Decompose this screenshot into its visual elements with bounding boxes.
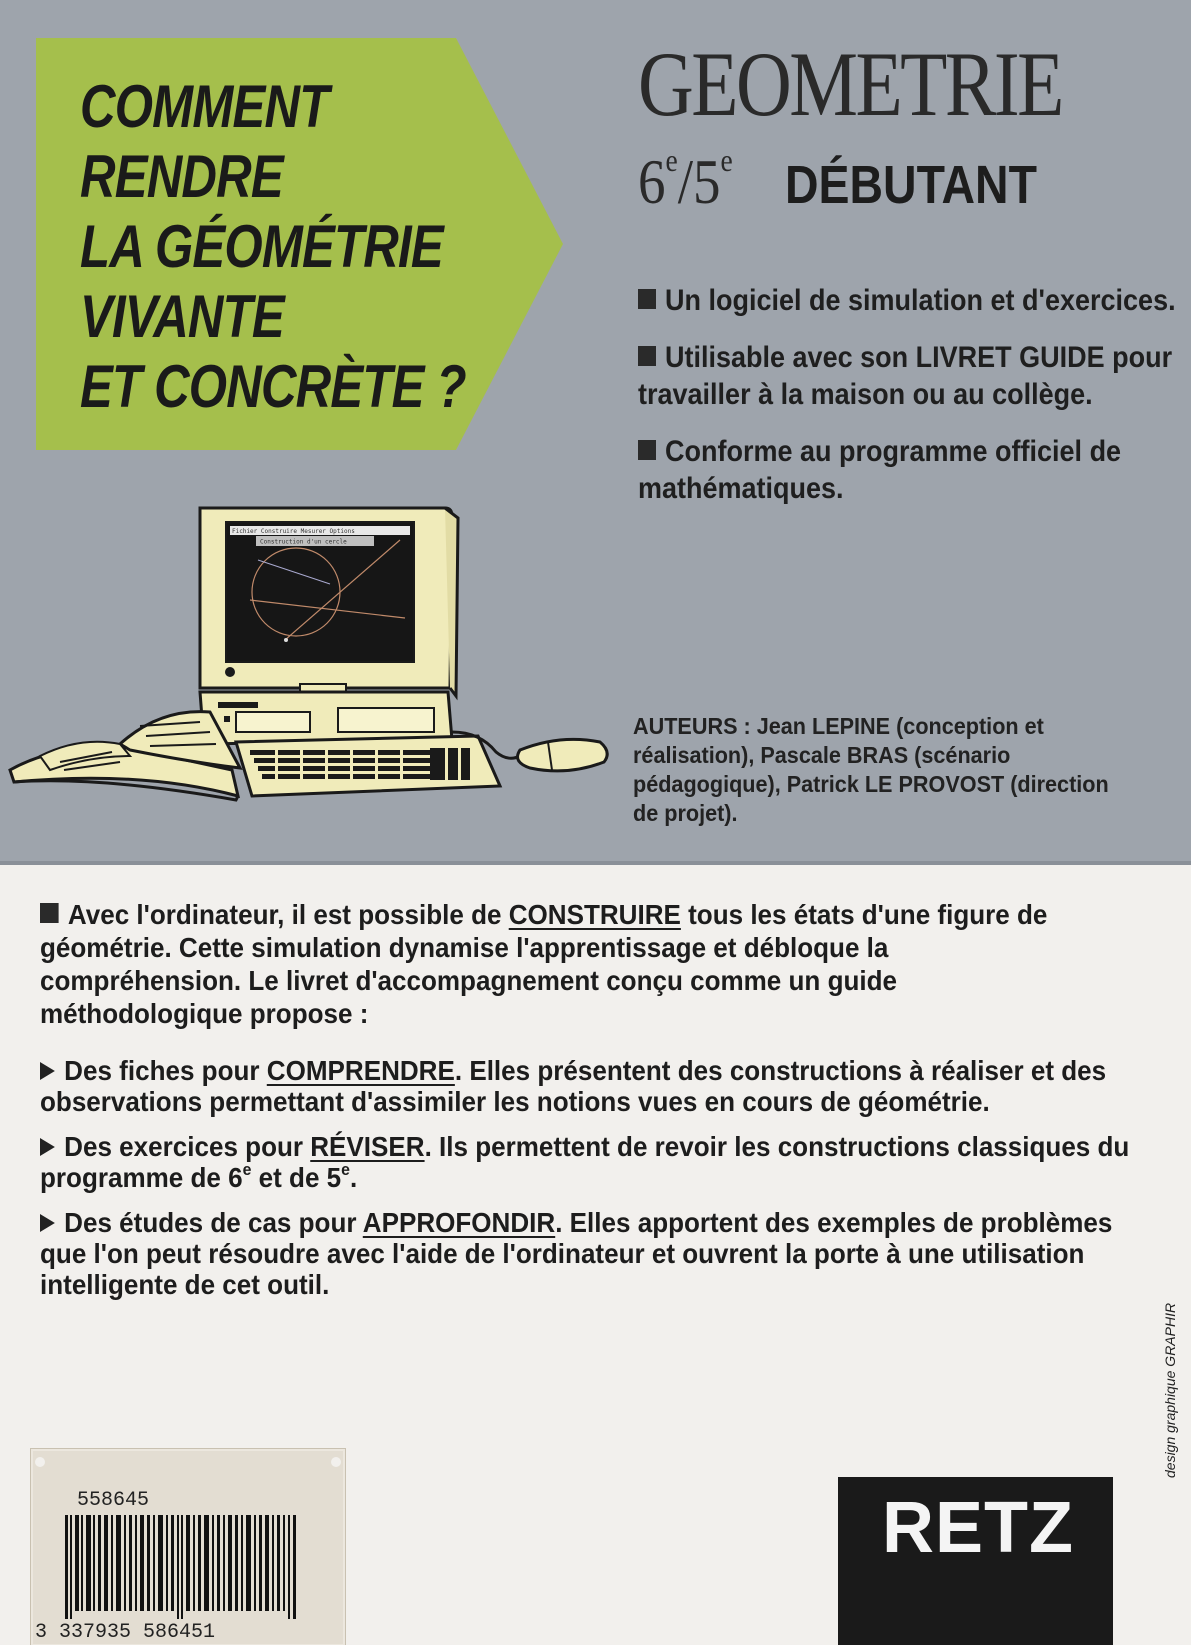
triangle-bullet-icon: [40, 1138, 55, 1156]
grade-slash: /: [677, 146, 694, 217]
stock-number: 558645: [77, 1489, 150, 1512]
item-sup: e: [341, 1160, 350, 1179]
feature-text: Utilisable avec son LIVRET GUIDE pour travailler à la maison ou au collège.: [638, 341, 1173, 411]
item-pre: Des exercices pour: [64, 1131, 311, 1162]
barcode-sticker: [30, 1448, 346, 1645]
publisher-name: RETZ: [882, 1488, 1074, 1568]
feature-item: [638, 433, 1178, 507]
keyword-construire: CONSTRUIRE: [508, 899, 681, 930]
design-credit: design graphique GRAPHIR: [1162, 1302, 1178, 1478]
authors-credit: AUTEURS : Jean LEPINE (conception et réalisation), Pascale BRAS (scénario pédagogique), Patrick LE PROVOST (direction de projet).: [633, 713, 1109, 826]
item-post: . Elles apportent des exemples de problèmes que l'on peut résoudre avec l'aide de l'ordinateur et ouvrent la porte à une utilisation intelligente de cet outil.: [40, 1207, 1113, 1300]
headline: [80, 72, 466, 422]
keyword-comprendre: COMPRENDRE: [266, 1055, 455, 1086]
keyword-approfondir: APPROFONDIR: [362, 1207, 556, 1238]
guide-item-reviser: [40, 1131, 1137, 1193]
screen-status-text: Construction d'un cercle: [260, 538, 347, 546]
item-mid: et de 5: [251, 1162, 342, 1193]
item-sup: e: [242, 1160, 252, 1179]
grade-5-sup: e: [720, 142, 733, 178]
product-title: GEOMETRIE: [638, 33, 1062, 135]
ean-number: 3 337935 586451: [35, 1621, 216, 1644]
publisher-logo: [838, 1477, 1113, 1645]
headline-line: COMMENT: [80, 73, 329, 140]
square-bullet-icon: [40, 903, 59, 923]
triangle-bullet-icon: [40, 1214, 55, 1232]
square-bullet-icon: [638, 346, 656, 366]
triangle-bullet-icon: [40, 1062, 55, 1080]
screen-menu-text: Fichier Construire Mesurer Options: [232, 528, 355, 535]
intro-paragraph: [40, 898, 1091, 1030]
headline-line: VIVANTE: [80, 283, 284, 350]
feature-text: Conforme au programme officiel de mathématiques.: [638, 435, 1122, 505]
item-post: . Elles présentent des constructions à réaliser et des observations permettant d'assimiler les notions vues en cours de géométrie.: [40, 1055, 1107, 1117]
open-book-icon: [10, 712, 240, 800]
item-pre: Des fiches pour: [64, 1055, 267, 1086]
guide-item-comprendre: [40, 1055, 1137, 1117]
square-bullet-icon: [638, 289, 656, 309]
intro-post: tous les états d'une figure de géométrie. Cette simulation dynamise l'apprentissage et débloque la compréhension. Le livret d'accompagnement conçu comme un guide méthodologique propose :: [40, 899, 1048, 1029]
grade-6-sup: e: [665, 142, 678, 178]
keyword-reviser: RÉVISER: [310, 1131, 425, 1162]
headline-line: ET CONCRÈTE ?: [80, 353, 466, 420]
feature-item: [638, 282, 1178, 319]
headline-line: LA GÉOMÉTRIE: [80, 213, 443, 280]
square-bullet-icon: [638, 440, 656, 460]
guide-contents-list: [40, 1055, 1170, 1314]
computer-illustration: [0, 500, 620, 830]
item-pre: Des études de cas pour: [64, 1207, 363, 1238]
feature-text: Un logiciel de simulation et d'exercices.: [665, 284, 1176, 317]
grade-level: [638, 142, 733, 218]
level-tag: DÉBUTANT: [785, 155, 1037, 215]
headline-line: RENDRE: [80, 143, 283, 210]
feature-item: [638, 339, 1178, 413]
grade-6: 6: [638, 146, 666, 217]
keyboard-icon: [236, 736, 500, 796]
feature-list: [638, 282, 1191, 527]
monitor-icon: [200, 508, 458, 696]
barcode-icon: [65, 1515, 305, 1619]
grade-5: 5: [693, 146, 721, 217]
guide-item-approfondir: [40, 1207, 1137, 1300]
item-post: . Ils permettent de revoir les constructions classiques du programme de 6: [40, 1131, 1130, 1193]
intro-pre: Avec l'ordinateur, il est possible de: [67, 899, 509, 930]
item-end: .: [349, 1162, 358, 1193]
